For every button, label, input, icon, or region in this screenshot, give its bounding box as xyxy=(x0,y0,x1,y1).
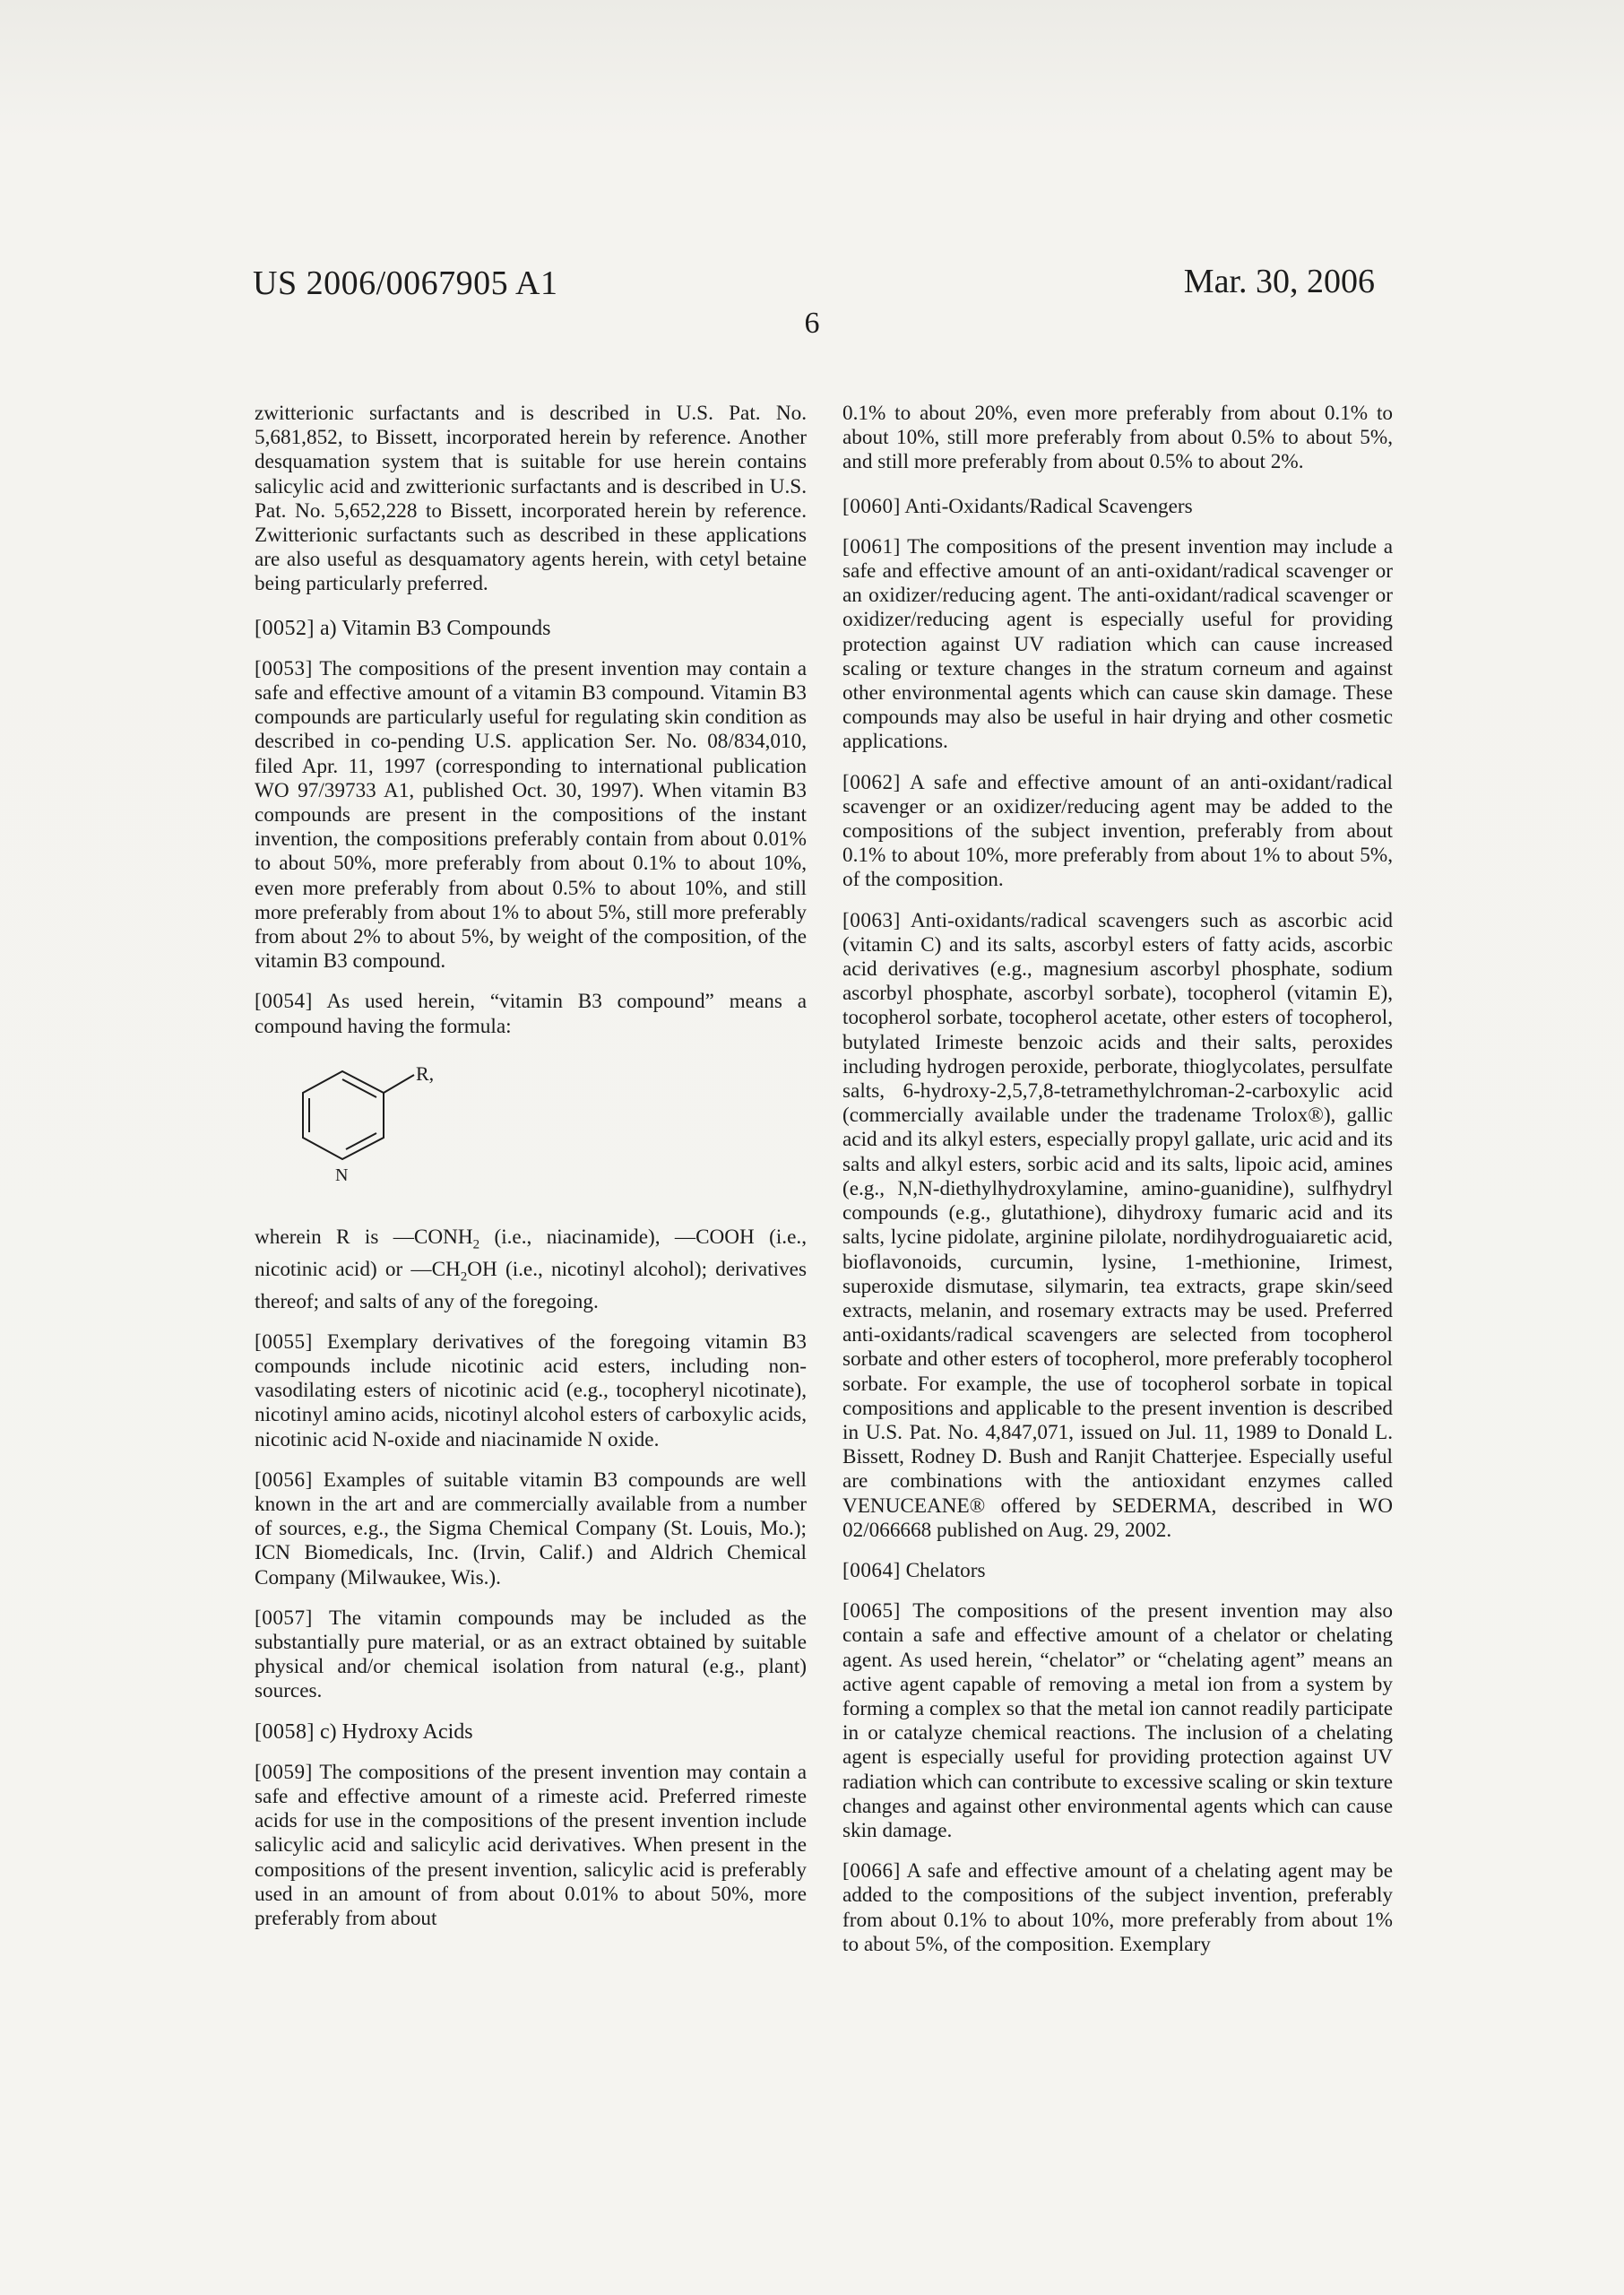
paragraph-0057 xyxy=(255,1606,807,1704)
paragraph-0061 xyxy=(842,535,1393,755)
paragraph-continuation: zwitterionic surfactants and is described in U.S. Pat. No. 5,681,852, to Bissett, incorporated herein by reference. Another desquamation system that is suitable for use herein contains salicylic acid and zwitterionic surfactants and is described in U.S. Pat. No. 5,652,228 to Bissett, incorporated herein by reference. Zwitterionic surfactants such as described in these applications are also useful as desquamatory agents herein, with cetyl betaine being particularly preferred. xyxy=(255,402,807,596)
publication-number: US 2006/0067905 A1 xyxy=(253,264,558,302)
paragraph-0052 xyxy=(255,617,807,641)
paragraph-number: [0066] xyxy=(842,1859,901,1884)
paragraph-0064 xyxy=(842,1559,1393,1583)
paragraph-0058 xyxy=(255,1720,807,1745)
nitrogen-label: N xyxy=(335,1165,349,1185)
paragraph-number: [0058] xyxy=(255,1719,315,1744)
paragraph-number: [0062] xyxy=(842,770,901,794)
paragraph-number: [0060] xyxy=(842,494,901,518)
paragraph-number: [0064] xyxy=(842,1558,901,1582)
paragraph-text: Exemplary derivatives of the foregoing vitamin B3 compounds include nicotinic acid esters, including non-vasodilating esters of nicotinic acid (e.g., tocopheryl nicotinate), nicotinyl amino acids, nicotinyl alcohol esters of carboxylic acids, nicotinic acid N-oxide and niacinamide N oxide. xyxy=(255,1329,808,1451)
paragraph-number: [0055] xyxy=(255,1329,313,1354)
paragraph-0060 xyxy=(842,495,1393,519)
paragraph-text: As used herein, “vitamin B3 compound” means a compound having the formula: xyxy=(255,990,807,1038)
section-heading-chelators: Chelators xyxy=(905,1558,986,1582)
paragraph-number: [0057] xyxy=(255,1606,313,1630)
double-bond-line xyxy=(346,1133,376,1149)
double-bond-line xyxy=(342,1079,376,1097)
paragraph-text: The compositions of the present invention may contain a safe and effective amount of a vitamin B3 compound. Vitamin B3 compounds are particularly useful for regulating skin condition as described in co-pending U.S. application Ser. No. 08/834,010, filed Apr. 11, 1997 (corresponding to international publication WO 97/39733 A1, published Oct. 30, 1997). When vitamin B3 compounds are present in the compositions of the instant invention, the compositions preferably contain from about 0.01% to about 50%, more preferably from about 0.1% to about 10%, even more preferably from about 0.5% to about 10%, and still more preferably from about 1% to about 5%, still more preferably from about 2% to about 5%, by weight of the composition, of the vitamin B3 compound. xyxy=(255,656,807,974)
paragraph-number: [0054] xyxy=(255,990,313,1014)
paragraph-text: The vitamin compounds may be included as the substantially pure material, or as an extract obtained by suitable physical and/or chemical isolation from natural (e.g., plant) sources. xyxy=(255,1606,807,1703)
paragraph-0059 xyxy=(255,1761,807,1931)
paragraph-0065 xyxy=(842,1599,1393,1843)
section-heading-hydroxy-acids: c) Hydroxy Acids xyxy=(319,1719,473,1744)
paragraph-number: [0052] xyxy=(255,616,315,640)
paragraph-text: A safe and effective amount of an anti-oxidant/radical scavenger or an oxidizer/reducing agent may be added to the compositions of the subject invention, preferably from about 0.1% to about 10%, more preferably from about 1% to about 5%, of the composition. xyxy=(842,770,1393,892)
section-heading-antioxidants: Anti-Oxidants/Radical Scavengers xyxy=(904,494,1193,518)
paragraph-text: Examples of suitable vitamin B3 compounds are well known in the art and are commercially available from a number of sources, e.g., the Sigma Chemical Company (St. Louis, Mo.); ICN Biomedicals, Inc. (Irvin, Calif.) and Aldrich Chemical Company (Milwaukee, Wis.). xyxy=(255,1468,807,1589)
paragraph-text: The compositions of the present invention may contain a safe and effective amount of a rimeste acid. Preferred rimeste acids for use in the compositions of the present invention include salicylic acid and salicylic acid derivatives. When present in the compositions of the present invention, salicylic acid is preferably used in an amount of from about 0.01% to about 50%, more preferably from about xyxy=(255,1760,807,1931)
paragraph-0063 xyxy=(842,909,1393,1543)
right-column xyxy=(842,402,1393,1973)
paragraph-0054 xyxy=(255,990,807,1038)
paragraph-number: [0063] xyxy=(842,908,901,932)
paragraph-number: [0065] xyxy=(842,1599,901,1624)
substituent-label: R, xyxy=(416,1061,435,1085)
subscript: 2 xyxy=(460,1269,468,1285)
pyridine-ring-diagram xyxy=(290,1055,488,1199)
formula-definition xyxy=(255,1225,807,1314)
definition-text: (i.e., niacinamide), —COOH (i.e., nicotinic acid) or —CH xyxy=(255,1225,807,1281)
section-heading-vitamin-b3: a) Vitamin B3 Compounds xyxy=(319,616,551,640)
paragraph-number: [0056] xyxy=(255,1468,313,1492)
paragraph-text: A safe and effective amount of a chelating agent may be added to the compositions of the subject invention, preferably from about 0.1% to about 10%, more preferably from about 1% to about 5%, of the composition. Exemplary xyxy=(842,1859,1393,1956)
publication-date: Mar. 30, 2006 xyxy=(1183,263,1375,300)
ring-outline xyxy=(303,1071,384,1159)
page-number: 6 xyxy=(804,307,820,340)
paragraph-0053 xyxy=(255,657,807,974)
left-column xyxy=(255,402,807,1947)
subscript: 2 xyxy=(472,1237,480,1252)
paragraph-0062 xyxy=(842,771,1393,893)
paragraph-number: [0053] xyxy=(255,656,313,680)
chemical-structure-formula xyxy=(255,1055,807,1199)
definition-text: wherein R is —CONH xyxy=(255,1225,473,1249)
paragraph-text: Anti-oxidants/radical scavengers such as ascorbic acid (vitamin C) and its salts, ascorbyl esters of fatty acids, ascorbic acid derivatives (e.g., magnesium ascorbyl phosphate, sodium ascorbyl phosphate, ascorbyl sorbate), tocopherol (vitamin E), tocopherol sorbate, tocopherol acetate, other esters of tocopherol, butylated Irimeste benzoic acids and their salts, peroxides including hydrogen peroxide, perborate, thioglycolates, persulfate salts, 6-hydroxy-2,5,7,8-tetramethylchroman-2-carboxylic acid (commercially available under the tradename Trolox®), gallic acid and its alkyl esters, especially propyl gallate, uric acid and its salts and alkyl esters, sorbic acid and its salts, lipoic acid, amines (e.g., N,N-diethylhydroxylamine, amino-guanidine), sulfhydryl compounds (e.g., glutathione), dihydroxy fumaric acid and its salts, lycine pidolate, arginine pilolate, nordihydroguaiaretic acid, bioflavonoids, curcumin, lysine, 1-methionine, Irimest, superoxide dismutase, silymarin, tea extracts, grape skin/seed extracts, melanin, and rosemary extracts may be used. Preferred anti-oxidants/radical scavengers are selected from tocopherol sorbate and other esters of tocopherol, more preferably tocopherol sorbate. For example, the use of tocopherol sorbate in topical compositions and applicable to the present invention is described in U.S. Pat. No. 4,847,071, issued on Jul. 11, 1989 to Donald L. Bissett, Rodney D. Bush and Ranjit Chatterjee. Especially useful are combinations with the antioxidant enzymes called VENUCEANE® offered by SEDERMA, described in WO 02/066668 published on Aug. 29, 2002. xyxy=(842,908,1393,1542)
paragraph-continuation: 0.1% to about 20%, even more preferably from about 0.1% to about 10%, still more preferably from about 0.5% to about 5%, and still more preferably from about 0.5% to about 2%. xyxy=(842,402,1393,474)
paragraph-number: [0061] xyxy=(842,534,901,559)
definition-text: OH (i.e., nicotinyl alcohol); derivatives thereof; and salts of any of the foregoing. xyxy=(255,1257,807,1313)
paragraph-number: [0059] xyxy=(255,1760,313,1784)
paragraph-0055 xyxy=(255,1330,807,1452)
paragraph-0066 xyxy=(842,1859,1393,1957)
paragraph-text: The compositions of the present invention may also contain a safe and effective amount of a chelator or chelating agent. As used herein, “chelator” or “chelating agent” means an active agent capable of removing a metal ion from a system by forming a complex so that the metal ion cannot readily participate in or catalyze chemical reactions. The inclusion of a chelating agent is especially useful for providing protection against UV radiation which can contribute to excessive scaling or skin texture changes and against other environmental agents which can cause skin damage. xyxy=(842,1599,1393,1842)
paragraph-text: The compositions of the present invention may include a safe and effective amount of an anti-oxidant/radical scavenger or an oxidizer/reducing agent. The anti-oxidant/radical scavenger or oxidizer/reducing agent is especially useful for providing protection against UV radiation which can cause increased scaling or texture changes in the stratum corneum and against other environmental agents which can cause skin damage. These compounds may also be useful in hair drying and other cosmetic applications. xyxy=(842,534,1393,754)
substituent-bond xyxy=(384,1075,414,1093)
paragraph-0056 xyxy=(255,1468,807,1590)
